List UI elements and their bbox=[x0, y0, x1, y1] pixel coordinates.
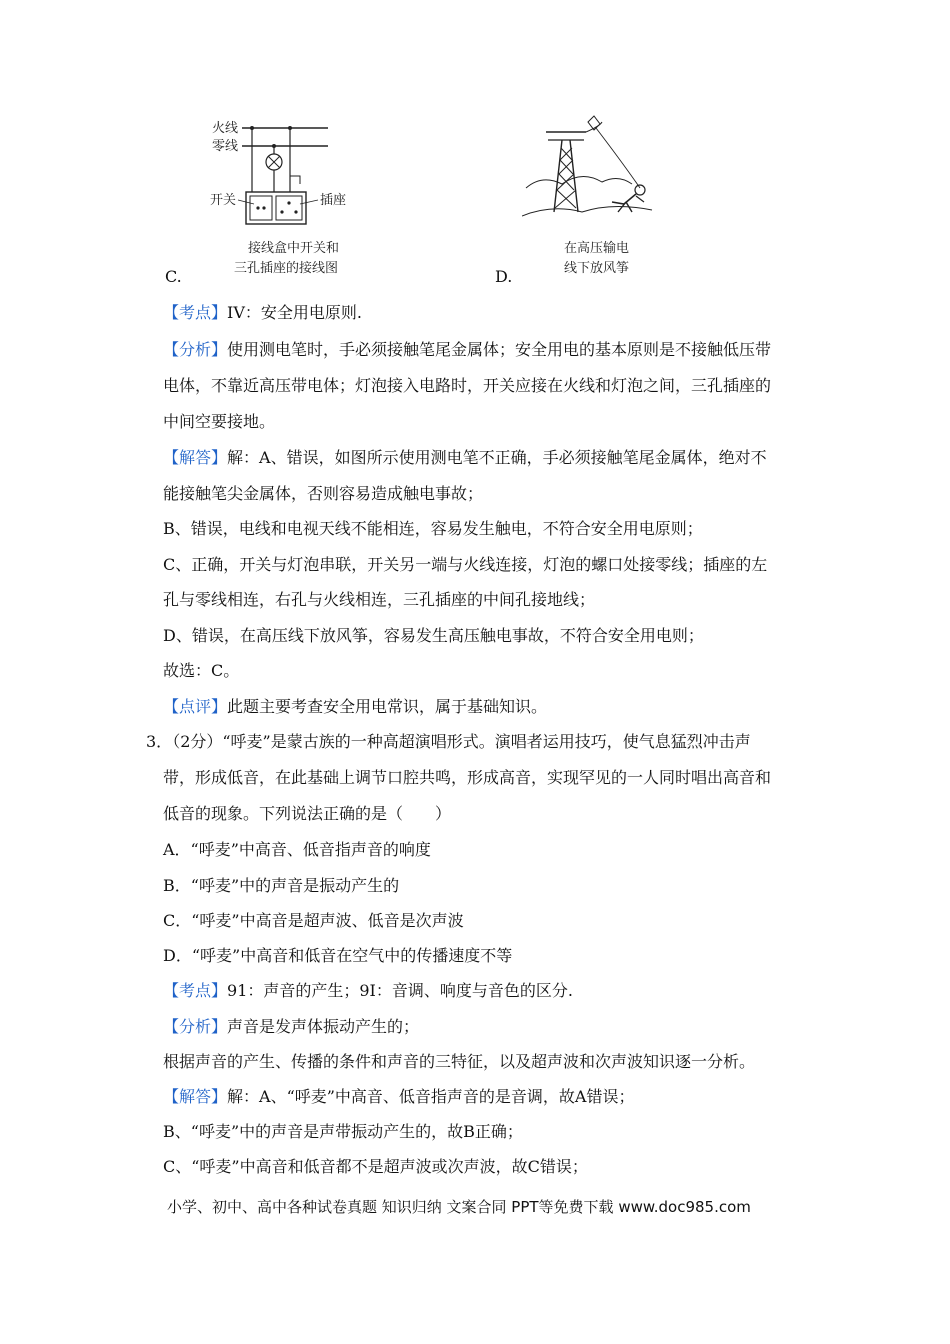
footer-download-banner: 小学、初中、高中各种试卷真题 知识归纳 文案合同 PPT等免费下载 www.doc985.com bbox=[167, 1198, 751, 1216]
fenxi-tag: 【分析】 bbox=[163, 340, 228, 359]
kaodian-text: IV：安全用电原则. bbox=[227, 303, 362, 322]
q2-dianping bbox=[163, 697, 547, 717]
q3-option-c: C．“呼麦”中高音是超声波、低音是次声波 bbox=[163, 911, 464, 930]
q3-kaodian bbox=[163, 981, 573, 1001]
figure-c-wiring-diagram bbox=[210, 112, 370, 280]
figure-d-caption-line1: 在高压输电 bbox=[564, 241, 630, 256]
q2-fenxi-line3: 中间空要接地。 bbox=[163, 412, 276, 431]
switch-box bbox=[250, 196, 272, 220]
q2-answer: 故选：C。 bbox=[163, 661, 240, 680]
q3-option-b: B．“呼麦”中的声音是振动产生的 bbox=[163, 876, 400, 895]
q3-stem-line1 bbox=[146, 732, 751, 752]
transmission-tower-icon bbox=[546, 132, 586, 212]
dianping-tag: 【点评】 bbox=[163, 697, 228, 716]
q3-stem-line2: 带，形成低音，在此基础上调节口腔共鸣，形成高音，实现罕见的一人同时唱出高音和 bbox=[163, 768, 772, 787]
figure-d-kite-illustration bbox=[522, 112, 672, 280]
q3-number: 3． bbox=[146, 732, 173, 751]
bulb-icon bbox=[266, 154, 282, 170]
q3-option-a: A．“呼麦”中高音、低音指声音的响度 bbox=[163, 840, 431, 859]
kaodian-text: 91：声音的产生；9I：音调、响度与音色的区分. bbox=[227, 981, 573, 1000]
figure-c-caption-line2: 三孔插座的接线图 bbox=[234, 261, 339, 276]
q3-option-c-analysis: C、“呼麦”中高音和低音都不是超声波或次声波，故C错误； bbox=[163, 1157, 588, 1176]
jieda-text: 解：A、“呼麦”中高音、低音指声音的是音调，故A错误； bbox=[227, 1087, 635, 1106]
fenxi-text: 声音是发声体振动产生的； bbox=[227, 1017, 420, 1036]
jieda-text: 解：A、错误，如图所示使用测电笔不正确，手必须接触笔尾金属体，绝对不 bbox=[227, 448, 767, 467]
q3-fenxi-line2: 根据声音的产生、传播的条件和声音的三特征，以及超声波和次声波知识逐一分析。 bbox=[163, 1052, 756, 1071]
jieda-tag: 【解答】 bbox=[163, 448, 228, 467]
q3-option-b-analysis: B、“呼麦”中的声音是声带振动产生的，故B正确； bbox=[163, 1122, 523, 1141]
neutral-wire-label: 零线 bbox=[212, 139, 239, 154]
q2-option-c-analysis-line2: 孔与零线相连，右孔与火线相连，三孔插座的中间孔接地线； bbox=[163, 590, 596, 609]
q3-stem-line3: 低音的现象。下列说法正确的是（ ） bbox=[163, 804, 452, 823]
figure-c-option-label: C. bbox=[165, 267, 182, 286]
q2-option-b-analysis: B、错误，电线和电视天线不能相连，容易发生触电，不符合安全用电原则； bbox=[163, 519, 703, 538]
q2-jieda-line1 bbox=[163, 448, 767, 468]
dianping-text: 此题主要考查安全用电常识，属于基础知识。 bbox=[227, 697, 548, 716]
figure-d-caption-line2: 线下放风筝 bbox=[564, 261, 630, 276]
q2-option-d-analysis: D、错误，在高压线下放风筝，容易发生高压触电事故，不符合安全用电则； bbox=[163, 626, 704, 645]
live-wire-label: 火线 bbox=[212, 121, 239, 136]
switch-label: 开关 bbox=[210, 193, 237, 208]
q2-option-c-analysis-line1: C、正确，开关与灯泡串联，开关另一端与火线连接，灯泡的螺口处接零线；插座的左 bbox=[163, 555, 768, 574]
q3-option-d: D．“呼麦”中高音和低音在空气中的传播速度不等 bbox=[163, 946, 513, 965]
figure-c-caption-line1: 接线盒中开关和 bbox=[248, 241, 340, 256]
kaodian-tag: 【考点】 bbox=[163, 303, 228, 322]
q2-fenxi-line2: 电体，不靠近高压带电体；灯泡接入电路时，开关应接在火线和灯泡之间，三孔插座的 bbox=[163, 376, 772, 395]
socket-label: 插座 bbox=[320, 193, 347, 208]
fenxi-tag: 【分析】 bbox=[163, 1017, 228, 1036]
q2-jieda-line2: 能接触笔尖金属体，否则容易造成触电事故； bbox=[163, 484, 484, 503]
figure-d-option-label: D. bbox=[495, 267, 513, 286]
q3-stem-text: （2分）“呼麦”是蒙古族的一种高超演唱形式。演唱者运用技巧，使气息猛烈冲击声 bbox=[172, 732, 751, 751]
q2-fenxi-line1 bbox=[163, 340, 771, 360]
jieda-tag: 【解答】 bbox=[163, 1087, 228, 1106]
q3-fenxi-line1 bbox=[163, 1017, 419, 1037]
kaodian-tag: 【考点】 bbox=[163, 981, 228, 1000]
socket-box bbox=[276, 196, 302, 220]
q2-kaodian bbox=[163, 303, 362, 323]
fenxi-text: 使用测电笔时，手必须接触笔尾金属体；安全用电的基本原则是不接触低压带 bbox=[227, 340, 772, 359]
q3-jieda-line1 bbox=[163, 1087, 635, 1107]
